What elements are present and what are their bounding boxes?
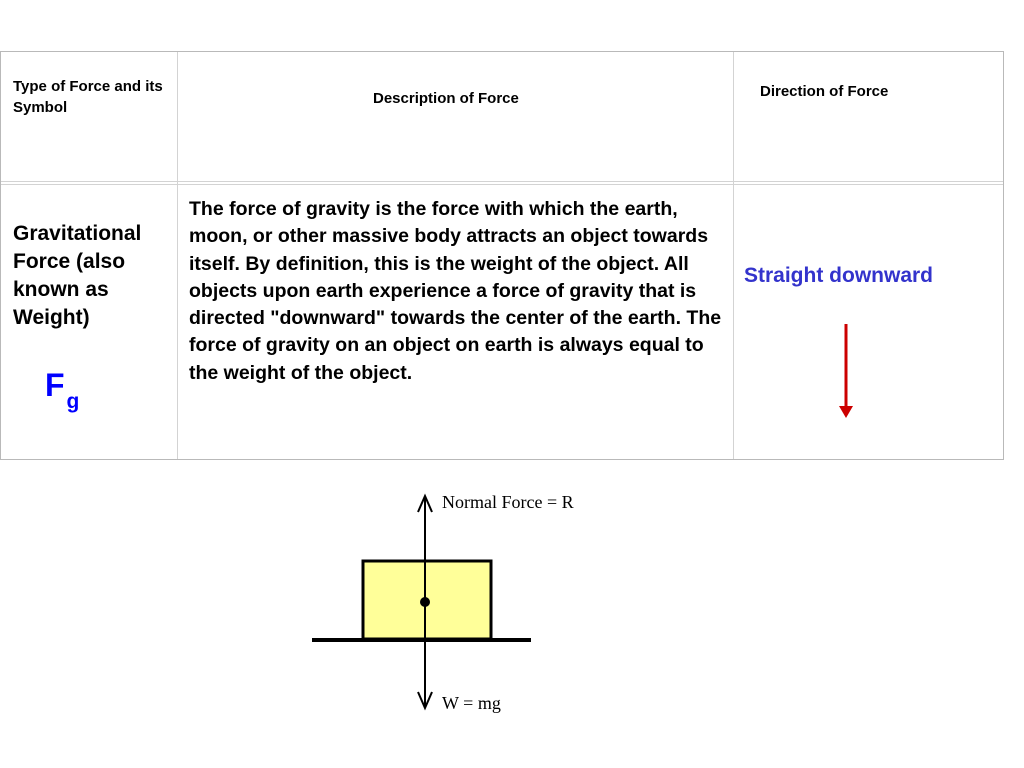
header-direction: Direction of Force bbox=[760, 83, 889, 100]
direction-text: Straight downward bbox=[744, 264, 933, 287]
force-description: The force of gravity is the force with which the earth, moon, or other massive body attracts an object towards itself. By definition, this is the weight of the object. All objects upon earth experience a force of gravity that is directed "downward" towards the center of the earth. The force of gravity on an object on earth is always equal to the weight of the object. bbox=[189, 198, 722, 384]
header-type: Type of Force and its Symbol bbox=[13, 78, 163, 116]
force-symbol bbox=[45, 367, 80, 413]
header-description: Description of Force bbox=[373, 90, 519, 107]
force-name: Gravitational Force (also known as Weight) bbox=[13, 222, 142, 329]
normal-force-label: Normal Force = R bbox=[442, 492, 574, 512]
row-divider bbox=[1, 184, 1003, 185]
center-of-mass bbox=[420, 597, 430, 607]
weight-label: W = mg bbox=[442, 693, 501, 713]
down-arrow-icon bbox=[834, 322, 858, 422]
symbol-main: F bbox=[45, 367, 65, 403]
symbol-subscript: g bbox=[66, 390, 80, 413]
column-divider bbox=[177, 52, 178, 459]
column-divider bbox=[733, 52, 734, 459]
free-body-drawing bbox=[305, 480, 625, 720]
row-divider bbox=[1, 181, 1003, 182]
